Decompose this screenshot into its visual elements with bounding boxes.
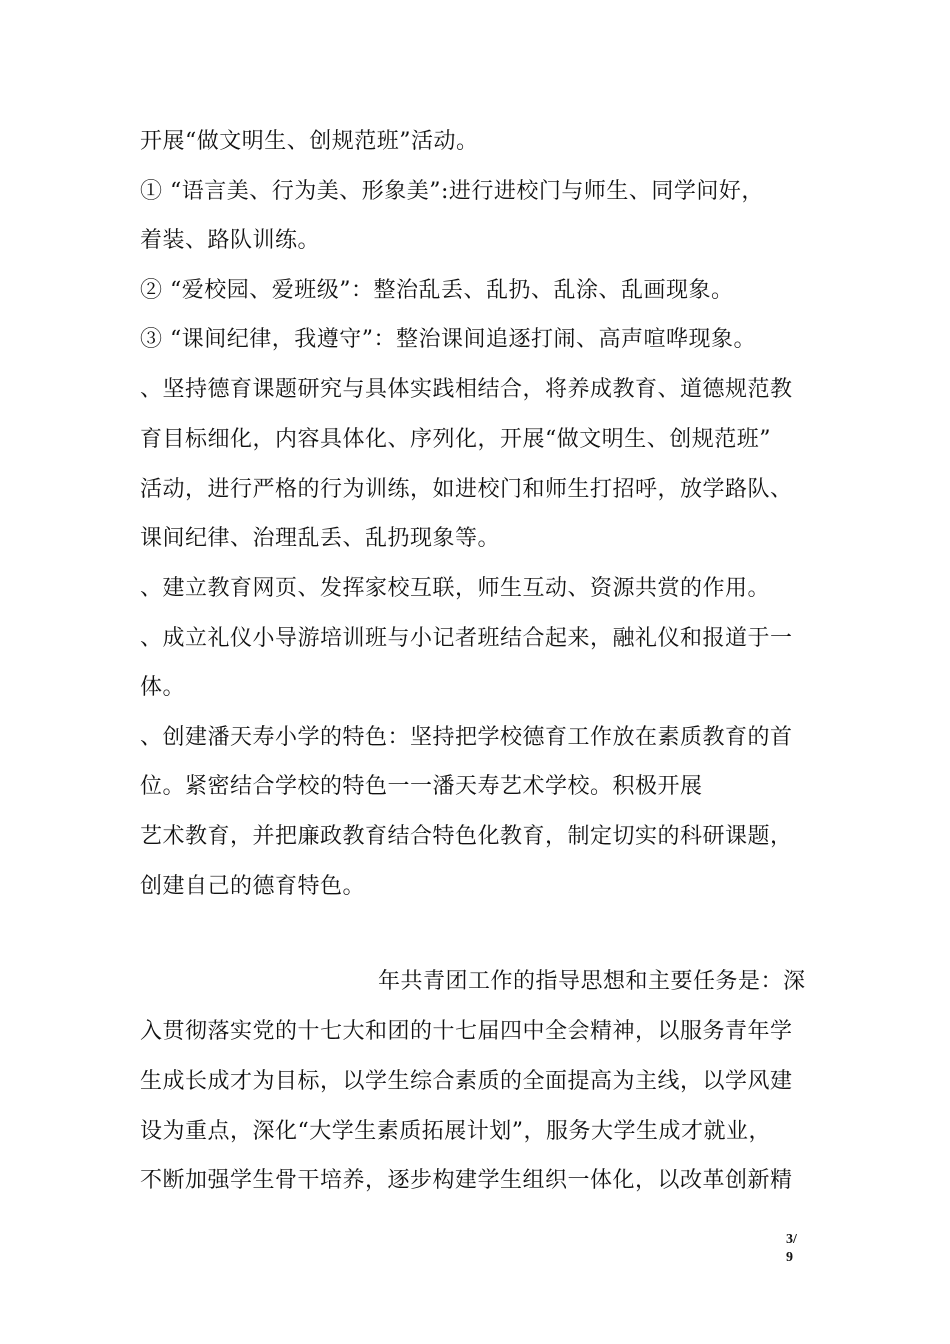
page-number-current: 3/ <box>786 1232 797 1247</box>
text-line: 、创建潘天寿小学的特色：坚持把学校德育工作放在素质教育的首 <box>140 725 793 750</box>
text-line: ① “语言美、行为美、形象美”:进行进校门与师生、同学问好， <box>140 179 764 204</box>
text-line: 育目标细化，内容具体化、序列化，开展“做文明生、创规范班” <box>140 427 771 452</box>
text-line: ③ “课间纪律，我遵守”：整治课间追逐打闹、高声喧哗现象。 <box>140 327 756 352</box>
text-line: 课间纪律、治理乱丢、乱扔现象等。 <box>140 526 501 551</box>
text-line: 设为重点，深化“大学生素质拓展计划”，服务大学生成才就业， <box>140 1119 771 1144</box>
text-line: 艺术教育，并把廉政教育结合特色化教育，制定切实的科研课题， <box>140 824 793 849</box>
text-line: 开展“做文明生、创规范班”活动。 <box>140 129 479 154</box>
text-line: 不断加强学生骨干培养，逐步构建学生组织一体化，以改革创新精 <box>140 1168 793 1193</box>
text-line: ② “爱校园、爱班级”：整治乱丢、乱扔、乱涂、乱画现象。 <box>140 278 734 303</box>
text-line: 年共青团工作的指导思想和主要任务是：深 <box>378 969 806 994</box>
page-number-total: 9 <box>786 1250 793 1265</box>
text-line: 位。紧密结合学校的特色一一潘天寿艺术学校。积极开展 <box>140 774 703 799</box>
text-line: 、成立礼仪小导游培训班与小记者班结合起来，融礼仪和报道于一 <box>140 626 793 651</box>
text-line: 入贯彻落实党的十七大和团的十七届四中全会精神，以服务青年学 <box>140 1019 793 1044</box>
text-line: 、坚持德育课题研究与具体实践相结合，将养成教育、道德规范教 <box>140 377 793 402</box>
text-line: 着装、路队训练。 <box>140 228 321 253</box>
text-line: 创建自己的德育特色。 <box>140 874 366 899</box>
text-line: 活动，进行严格的行为训练，如进校门和师生打招呼，放学路队、 <box>140 477 793 502</box>
text-line: 体。 <box>140 675 186 700</box>
text-line: 、建立教育网页、发挥家校互联，师生互动、资源共赏的作用。 <box>140 576 771 601</box>
text-line: 生成长成才为目标，以学生综合素质的全面提高为主线，以学风建 <box>140 1069 793 1094</box>
